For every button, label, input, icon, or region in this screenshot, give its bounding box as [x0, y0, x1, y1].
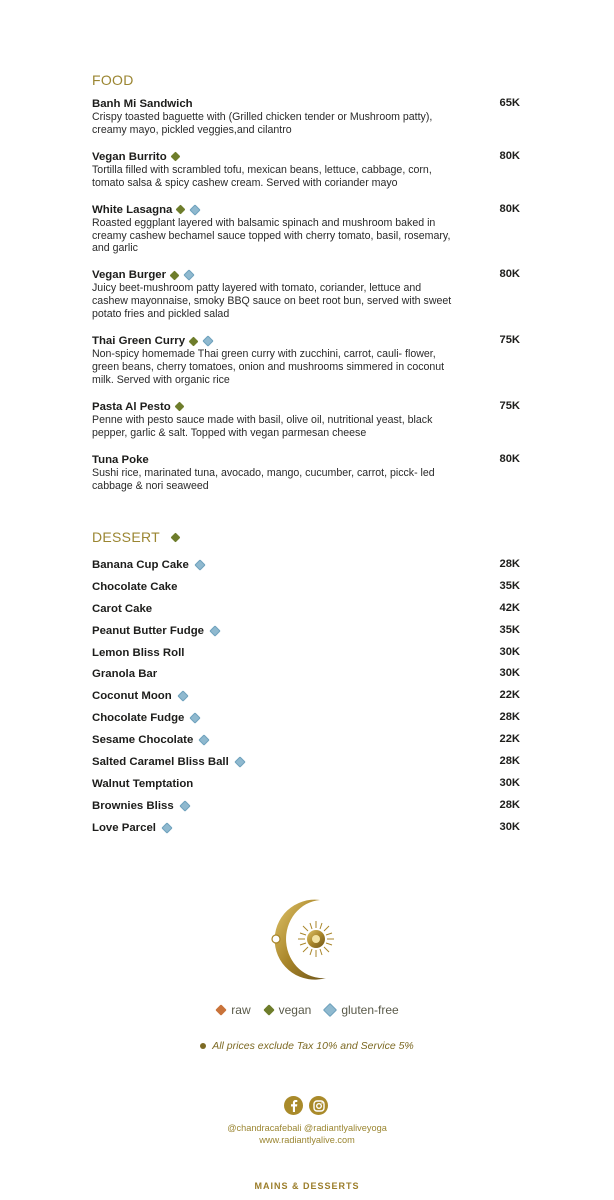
- item-price: 80K: [499, 149, 520, 162]
- item-name: Walnut Temptation: [92, 777, 194, 790]
- facebook-icon[interactable]: [284, 1096, 303, 1115]
- item-name: Coconut Moon: [92, 690, 172, 703]
- item-description: Tortilla filled with scrambled tofu, mexican beans, lettuce, cabbage, corn, tomato salsa & spicy cashew cream. Served with coriander mayo: [92, 163, 432, 189]
- menu-item: [92, 598, 522, 620]
- vegan-icon: [174, 402, 184, 412]
- item-name: Thai Green Curry: [92, 335, 186, 348]
- item-name: Peanut Butter Fudge: [92, 624, 205, 637]
- menu-item: [92, 773, 522, 795]
- gluten-free-icon: [183, 270, 194, 281]
- item-price: 80K: [499, 202, 520, 215]
- item-price: 22K: [499, 689, 520, 702]
- gluten-free-icon: [202, 335, 213, 346]
- gluten-free-icon: [161, 822, 172, 833]
- item-name: Chocolate Fudge: [92, 712, 185, 725]
- item-price: 28K: [499, 711, 520, 724]
- item-name: Granola Bar: [92, 668, 158, 681]
- item-description: Juicy beet-mushroom patty layered with tomato, coriander, lettuce and cashew mayonnaise, smoky BBQ sauce on beet root bun, served with sweet potato fries and pickled salad: [92, 282, 452, 321]
- moon-sun-logo-icon: [268, 896, 348, 982]
- item-name: Salted Caramel Bliss Ball: [92, 755, 229, 768]
- dessert-section-title: DESSERT: [92, 529, 181, 545]
- raw-icon: [216, 1004, 227, 1015]
- food-list: [92, 97, 522, 505]
- menu-item: [92, 729, 522, 751]
- gluten-free-icon: [194, 559, 205, 570]
- gluten-free-icon: [179, 800, 190, 811]
- item-name: Sesame Chocolate: [92, 734, 194, 747]
- item-description: Roasted eggplant layered with balsamic spinach and mushroom baked in creamy cashew bechamel sauce topped with cherry tomato, basil, rosemary, and garlic: [92, 216, 451, 255]
- menu-item: [92, 642, 522, 664]
- item-price: 75K: [499, 399, 520, 412]
- item-name: Vegan Burger: [92, 269, 167, 282]
- dietary-legend: [0, 1003, 614, 1017]
- item-name: Chocolate Cake: [92, 580, 178, 593]
- item-price: 30K: [499, 776, 520, 789]
- gluten-free-icon: [234, 756, 245, 767]
- menu-item: [92, 576, 522, 598]
- website-link[interactable]: www.radiantlyalive.com: [259, 1135, 355, 1145]
- menu-item: [92, 751, 522, 773]
- item-description: Non-spicy homemade Thai green curry with zucchini, carrot, cauli- flower, green beans, cherry tomatoes, onion and mushrooms simmered in coconut milk. Served with organic rice: [92, 348, 445, 386]
- item-price: 65K: [499, 97, 520, 109]
- price-note: All prices exclude Tax 10% and Service 5%: [0, 1040, 614, 1052]
- vegan-icon: [176, 205, 186, 215]
- item-name: Banh Mi Sandwich: [92, 98, 193, 110]
- item-name: Tuna Poke: [92, 453, 149, 466]
- item-name: Pasta Al Pesto: [92, 400, 171, 413]
- legend-raw: raw: [215, 1003, 250, 1017]
- menu-item: [92, 620, 522, 642]
- item-price: 30K: [499, 820, 520, 833]
- item-price: 22K: [499, 733, 520, 746]
- item-price: 28K: [499, 798, 520, 811]
- vegan-icon: [170, 270, 180, 280]
- menu-item: [92, 685, 522, 707]
- item-price: 35K: [499, 579, 520, 592]
- menu-item: [92, 150, 522, 190]
- menu-item: [92, 400, 522, 440]
- menu-item: [92, 707, 522, 729]
- item-description: Sushi rice, marinated tuna, avocado, mango, cucumber, carrot, picck- led cabbage & nori seaweed: [92, 466, 435, 492]
- item-name: White Lasagna: [92, 203, 173, 216]
- item-name: Love Parcel: [92, 821, 156, 834]
- bullet-icon: [200, 1043, 206, 1049]
- food-section-title: FOOD: [92, 72, 134, 88]
- item-name: Lemon Bliss Roll: [92, 646, 185, 659]
- legend-gluten-free: gluten-free: [323, 1003, 398, 1017]
- gluten-free-icon: [209, 625, 220, 636]
- gluten-free-icon: [199, 734, 210, 745]
- item-price: 80K: [499, 268, 520, 281]
- gluten-free-icon: [190, 713, 201, 724]
- item-price: 30K: [499, 667, 520, 680]
- menu-item: [92, 795, 522, 817]
- page-footer: MAINS & DESSERTS: [254, 1181, 360, 1191]
- menu-item: [92, 817, 522, 839]
- item-price: 28K: [499, 755, 520, 768]
- item-name: Banana Cup Cake: [92, 558, 189, 571]
- menu-item: [92, 554, 522, 576]
- item-price: 75K: [499, 334, 520, 347]
- menu-item: [92, 334, 522, 387]
- legend-vegan: vegan: [263, 1003, 312, 1017]
- vegan-icon: [189, 336, 199, 346]
- social-handles: @chandracafebali @radiantlyaliveyoga www.radiantlyalive.com: [0, 1122, 614, 1146]
- social-icons: [284, 1096, 328, 1115]
- gluten-free-icon: [177, 691, 188, 702]
- menu-item: [92, 663, 522, 685]
- item-price: 30K: [499, 645, 520, 658]
- dessert-list: [92, 554, 522, 839]
- item-price: 28K: [499, 558, 520, 570]
- gluten-free-icon: [323, 1003, 337, 1017]
- menu-item: [92, 203, 522, 256]
- gluten-free-icon: [190, 204, 201, 215]
- menu-item: [92, 453, 522, 493]
- item-description: Penne with pesto sauce made with basil, olive oil, nutritional yeast, black pepper, garlic & salt. Topped with vegan parmesan cheese: [92, 413, 433, 439]
- vegan-icon: [170, 152, 180, 162]
- vegan-icon: [263, 1004, 274, 1015]
- item-price: 42K: [499, 601, 520, 614]
- item-name: Brownies Bliss: [92, 799, 174, 812]
- item-price: 80K: [499, 452, 520, 465]
- item-name: Vegan Burrito: [92, 150, 167, 163]
- menu-item: [92, 97, 522, 137]
- item-description: Crispy toasted baguette with (Grilled chicken tender or Mushroom patty), creamy mayo, pickled veggies,and cilantro: [92, 111, 433, 136]
- instagram-icon[interactable]: [309, 1096, 328, 1115]
- item-name: Carot Cake: [92, 602, 153, 615]
- vegan-icon: [171, 532, 181, 542]
- menu-item: [92, 268, 522, 321]
- item-price: 35K: [499, 623, 520, 636]
